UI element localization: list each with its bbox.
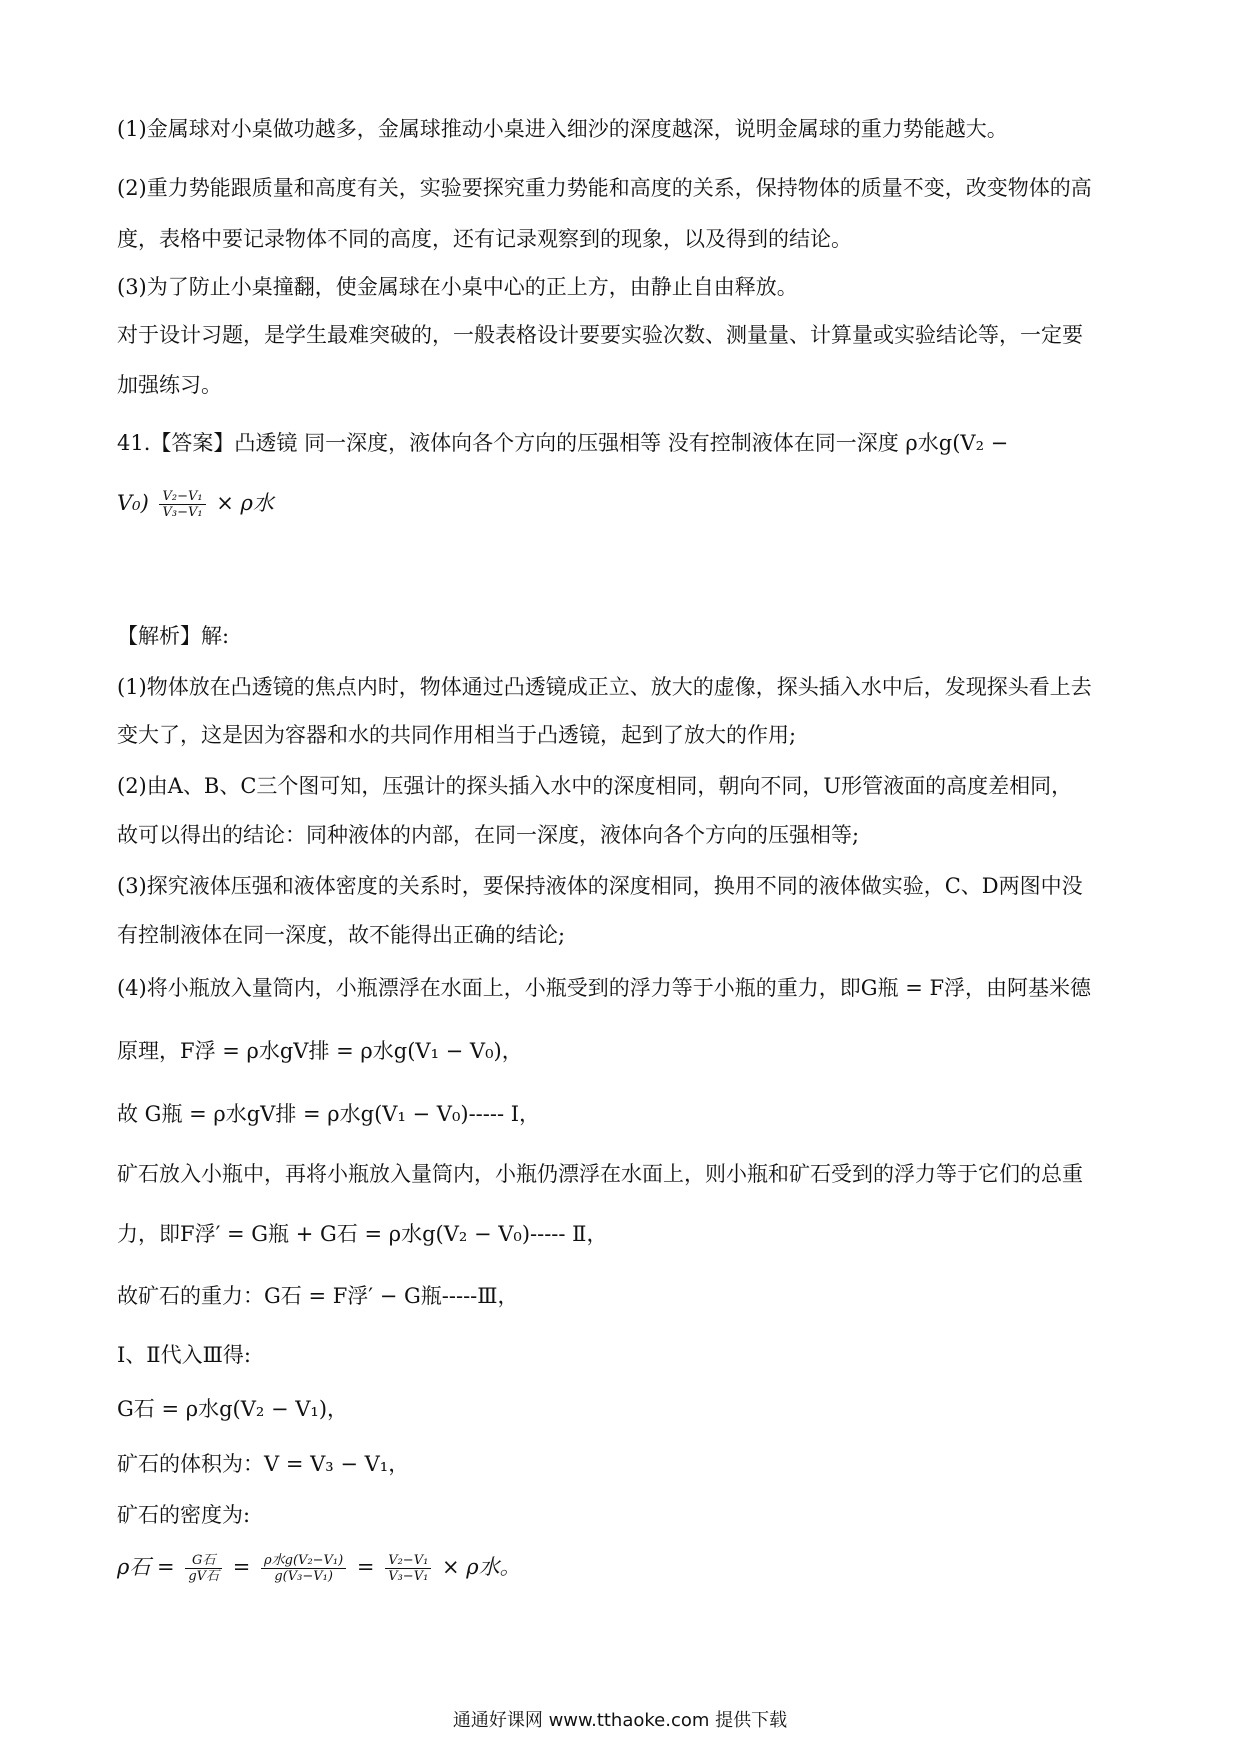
text-line: 力，即F浮′ = G瓶 + G石 = ρ水g(V₂ − V₀)----- Ⅱ，: [117, 1222, 608, 1246]
text-line: (1)物体放在凸透镜的焦点内时，物体通过凸透镜成正立、放大的虚像，探头插入水中后，发现探头看上去: [117, 675, 1092, 699]
text-line: (4)将小瓶放入量筒内，小瓶漂浮在水面上，小瓶受到的浮力等于小瓶的重力，即G瓶 = F浮，由阿基米德: [117, 976, 1092, 1000]
fraction-numerator: ρ水g(V₂−V₁): [261, 1553, 346, 1569]
text-line: 原理，F浮 = ρ水gV排 = ρ水g(V₁ − V₀)，: [117, 1039, 523, 1063]
answer-fraction: [159, 489, 205, 520]
equals-sign: =: [232, 1555, 251, 1579]
text-line: 有控制液体在同一深度，故不能得出正确的结论;: [117, 923, 566, 947]
fraction-numerator: V₂−V₁: [159, 489, 205, 505]
text-line: 矿石的体积为：V = V₃ − V₁，: [117, 1452, 410, 1476]
answer-suffix: × ρ水: [216, 491, 274, 515]
text-line: (2)重力势能跟质量和高度有关，实验要探究重力势能和高度的关系，保持物体的质量不变，改变物体的高: [117, 176, 1092, 200]
text-line: (3)为了防止小桌撞翻，使金属球在小桌中心的正上方，由静止自由释放。: [117, 275, 798, 299]
text-line: Ⅰ、Ⅱ代入Ⅲ得:: [117, 1343, 251, 1367]
answer-line: 41.【答案】凸透镜 同一深度，液体向各个方向的压强相等 没有控制液体在同一深度 ρ水g(V₂ −: [117, 431, 1009, 455]
analysis-heading: 【解析】解:: [117, 624, 230, 648]
density-formula: [117, 1552, 1140, 1584]
fraction-denominator: g(V₃−V₁): [274, 1569, 333, 1584]
fraction-denominator: gV石: [188, 1569, 220, 1584]
text-line: G石 = ρ水g(V₂ − V₁)，: [117, 1397, 349, 1421]
text-line: (1)金属球对小桌做功越多，金属球推动小桌进入细沙的深度越深，说明金属球的重力势能越大。: [117, 117, 1008, 141]
answer-formula: [117, 488, 1140, 520]
text-line: 矿石放入小瓶中，再将小瓶放入量筒内，小瓶仍漂浮在水面上，则小瓶和矿石受到的浮力等于它们的总重: [117, 1162, 1083, 1186]
density-lhs: ρ石 =: [117, 1555, 175, 1579]
text-line: 矿石的密度为:: [117, 1503, 251, 1527]
fraction-numerator: V₂−V₁: [385, 1553, 431, 1569]
answer-prefix: V₀): [117, 491, 149, 515]
text-line: 加强练习。: [117, 373, 222, 397]
density-fraction-3: [385, 1553, 431, 1584]
fraction-numerator: G石: [185, 1553, 222, 1569]
text-line: 度，表格中要记录物体不同的高度，还有记录观察到的现象，以及得到的结论。: [117, 227, 852, 251]
text-line: 故 G瓶 = ρ水gV排 = ρ水g(V₁ − V₀)----- Ⅰ，: [117, 1102, 541, 1126]
text-line: 故可以得出的结论：同种液体的内部，在同一深度，液体向各个方向的压强相等;: [117, 823, 860, 847]
page-footer: 通通好课网 www.tthaoke.com 提供下载: [452, 1710, 788, 1731]
fraction-denominator: V₃−V₁: [162, 505, 203, 520]
text-line: (2)由A、B、C三个图可知，压强计的探头插入水中的深度相同，朝向不同，U形管液面的高度差相同，: [117, 774, 1073, 798]
text-line: (3)探究液体压强和液体密度的关系时，要保持液体的深度相同，换用不同的液体做实验，C、D两图中没: [117, 874, 1083, 898]
fraction-denominator: V₃−V₁: [388, 1569, 429, 1584]
text-line: 变大了，这是因为容器和水的共同作用相当于凸透镜，起到了放大的作用;: [117, 723, 797, 747]
density-fraction-1: [185, 1553, 222, 1584]
text-line: 对于设计习题，是学生最难突破的，一般表格设计要要实验次数、测量量、计算量或实验结论等，一定要: [117, 323, 1083, 347]
equals-sign: =: [356, 1555, 375, 1579]
density-fraction-2: [261, 1553, 346, 1584]
text-line: 故矿石的重力：G石 = F浮′ − G瓶-----Ⅲ，: [117, 1284, 519, 1308]
density-suffix: × ρ水。: [441, 1555, 521, 1579]
